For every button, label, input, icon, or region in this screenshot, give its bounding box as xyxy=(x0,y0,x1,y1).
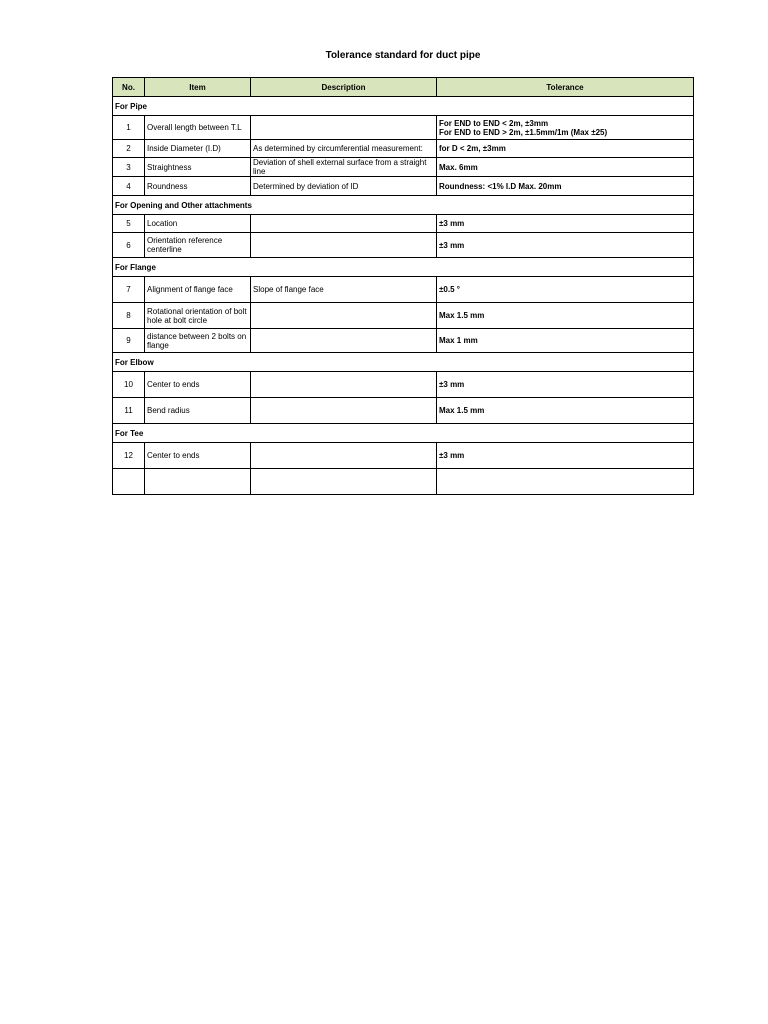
row-item xyxy=(145,469,251,495)
row-item: distance between 2 bolts on flange xyxy=(145,329,251,353)
row-tolerance xyxy=(437,215,694,233)
section-row xyxy=(113,97,694,116)
tolerance-table xyxy=(112,77,694,495)
row-tolerance xyxy=(437,469,694,495)
row-description: As determined by circumferential measurement: xyxy=(251,140,437,158)
row-description xyxy=(251,469,437,495)
row-tolerance xyxy=(437,177,694,196)
row-number: 10 xyxy=(113,372,145,398)
section-row xyxy=(113,424,694,443)
tolerance-line: For END to END > 2m, ±1.5mm/1m (Max ±25) xyxy=(439,127,608,137)
row-number: 7 xyxy=(113,277,145,303)
tolerance-line: ±3 mm xyxy=(439,380,465,389)
tolerance-line: Max 1 mm xyxy=(439,336,478,345)
tolerance-line: Max 1.5 mm xyxy=(439,406,485,415)
table-row xyxy=(113,443,694,469)
table-row xyxy=(113,277,694,303)
table-row xyxy=(113,177,694,196)
header-no: No. xyxy=(113,78,145,97)
tolerance-line: Max. 6mm xyxy=(439,162,478,172)
table-row xyxy=(113,233,694,258)
row-tolerance xyxy=(437,443,694,469)
row-description xyxy=(251,372,437,398)
tolerance-line: ±3 mm xyxy=(439,451,465,460)
tolerance-line: Max 1.5 mm xyxy=(439,311,485,320)
row-description xyxy=(251,215,437,233)
row-description xyxy=(251,398,437,424)
row-tolerance xyxy=(437,116,694,140)
row-item: Bend radius xyxy=(145,398,251,424)
tolerance-line: ±3 mm xyxy=(439,240,465,250)
table-row xyxy=(113,469,694,495)
row-description xyxy=(251,116,437,140)
row-description xyxy=(251,329,437,353)
tolerance-line: Roundness: <1% I.D Max. 20mm xyxy=(439,181,562,191)
row-description xyxy=(251,443,437,469)
row-number: 1 xyxy=(113,116,145,140)
row-description xyxy=(251,233,437,258)
table-row xyxy=(113,372,694,398)
tolerance-line: ±3 mm xyxy=(439,219,465,228)
row-number: 4 xyxy=(113,177,145,196)
table-row xyxy=(113,140,694,158)
table-row xyxy=(113,329,694,353)
tolerance-line: For END to END < 2m, ±3mm xyxy=(439,118,549,128)
row-item: Straightness xyxy=(145,158,251,177)
row-number: 3 xyxy=(113,158,145,177)
section-row xyxy=(113,258,694,277)
row-item: Alignment of flange face xyxy=(145,277,251,303)
section-title: For Tee xyxy=(113,424,694,443)
row-description xyxy=(251,303,437,329)
row-tolerance xyxy=(437,372,694,398)
row-tolerance xyxy=(437,303,694,329)
row-number: 12 xyxy=(113,443,145,469)
section-row xyxy=(113,196,694,215)
row-item: Center to ends xyxy=(145,372,251,398)
row-number: 6 xyxy=(113,233,145,258)
tolerance-line: for D < 2m, ±3mm xyxy=(439,144,506,153)
row-description: Determined by deviation of ID xyxy=(251,177,437,196)
row-number: 11 xyxy=(113,398,145,424)
row-item: Overall length between T.L xyxy=(145,116,251,140)
row-tolerance xyxy=(437,158,694,177)
table-row xyxy=(113,215,694,233)
section-title: For Elbow xyxy=(113,353,694,372)
row-number xyxy=(113,469,145,495)
row-description: Deviation of shell external surface from a straight line xyxy=(251,158,437,177)
row-item: Location xyxy=(145,215,251,233)
table-row xyxy=(113,303,694,329)
section-title: For Flange xyxy=(113,258,694,277)
row-item: Inside Diameter (I.D) xyxy=(145,140,251,158)
page-title: Tolerance standard for duct pipe xyxy=(325,50,481,61)
row-number: 8 xyxy=(113,303,145,329)
row-item: Orientation reference centerline xyxy=(145,233,251,258)
header-tolerance: Tolerance xyxy=(437,78,694,97)
table-row xyxy=(113,158,694,177)
section-title: For Pipe xyxy=(113,97,694,116)
header-description: Description xyxy=(251,78,437,97)
row-number: 2 xyxy=(113,140,145,158)
section-row xyxy=(113,353,694,372)
row-item: Roundness xyxy=(145,177,251,196)
row-tolerance xyxy=(437,398,694,424)
tolerance-line: ±0.5 ° xyxy=(439,285,460,294)
row-tolerance xyxy=(437,277,694,303)
table-body xyxy=(113,97,694,495)
row-item: Center to ends xyxy=(145,443,251,469)
header-item: Item xyxy=(145,78,251,97)
row-item: Rotational orientation of bolt hole at bolt circle xyxy=(145,303,251,329)
row-tolerance xyxy=(437,140,694,158)
row-tolerance xyxy=(437,233,694,258)
section-title: For Opening and Other attachments xyxy=(113,196,694,215)
table-row xyxy=(113,116,694,140)
table-header-row xyxy=(113,78,694,97)
table-row xyxy=(113,398,694,424)
row-number: 9 xyxy=(113,329,145,353)
row-number: 5 xyxy=(113,215,145,233)
row-tolerance xyxy=(437,329,694,353)
row-description: Slope of flange face xyxy=(251,277,437,303)
